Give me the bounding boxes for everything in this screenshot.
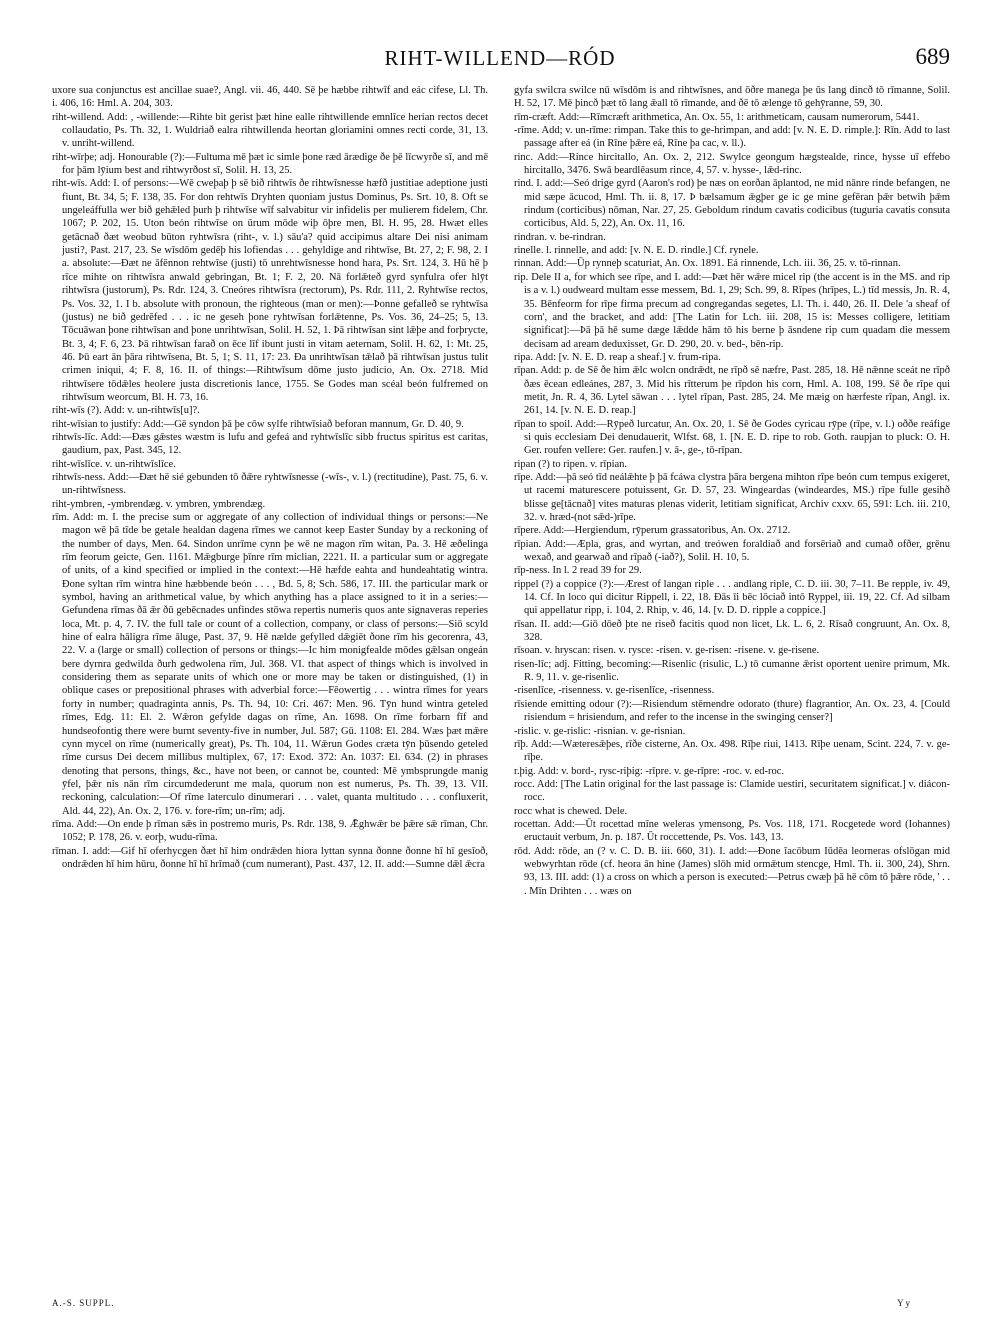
running-title: RIHT-WILLEND—RÓD (384, 46, 616, 70)
page-footer (52, 1298, 950, 1314)
dictionary-entry: rip. Dele II a, for which see rīpe, and I. add:—Þæt hēr wǣre micel rip (the accent is in the MS. and rip is a v. l.) oudweard multam esse messem, Bd. 1, 29; Sch. 99, 8. Rīpes (hrīpes, L.) tīd messis, Jn. R. 4, 35. Bēnfeorm for rīpe firma precum ad congregandas segetes, Ll. Th. i. 440, 26. II. Dele 'a sheaf of corn', and the bracket, and add: [The Latin for Lch. iii. 208, 15 is: Messes colligere, letitiam significat]:—Þā þā hē sume dæge lǣdde hām tō his berne þ āsndene rip cum quadam die messem decisam ad aream deduxisset, Gr. D. 290, 20. v. bed-, bēn-rip. (514, 271, 950, 350)
dictionary-entry: rīp-ness. In l. 2 read 39 for 29. (514, 565, 642, 577)
dictionary-entry: r.þig. Add: v. bord-, rysc-riþig: -rīpre. v. ge-rīpre: -roc. v. ed-roc. (514, 765, 784, 777)
dictionary-entry: -risenlīce, -risenness. v. ge-risenlīce, -risenness. (514, 685, 715, 697)
dictionary-entry: riht-wīs (?). Add: v. un-rihtwīs[u]?. (52, 405, 200, 417)
dictionary-entry: rīpian. Add:—Æpla, gras, and wyrtan, and treówen foraldiað and forsēriað and cumað ofðer, grēnu wexað, and gearwað and rīpað (-iað?), Solil. H. 10, 5. (514, 538, 950, 564)
dictionary-entry: rīm. Add: m. I. the precise sum or aggregate of any collection of individual things or persons:—Ne magon wē þā tīde be getale healdan dagena rīmes we cannot keep Easter Sunday by a reckoning of the number of days, Men. 64. Sindon unrīme cynn þe wē ne magon rīm witan, Pa. 3. Hē æðelinga rīm feorum geicte, Gen. 1161. Mǣgburge þīnre rīm miclian, 2221. II. a particular sum or aggregate of units, of a kind specified or implied in the context:—Hē hæfde eahta and hundeahtatig wintra. Ðone syltan rīm wintra hine hæbbende beón . . . , Bd. 5, 8; Sch. 586, 17. III. the particular mark or symbol, having an arithmetical value, by which anything has a place assigned to it in a series:—Gefundena rīmas ðā ǣr ðū gebēcnades unfindes stōwa repertis numeris quos ante signaveras reperies loca, Mt. p. 4, 7. IV. the full tale or count of a collection, company, or class of persons:—Siō scyld hine of ealra hāligra rīme āluge, Past. 37, 9. Hē nælde gefylled dǣgiēt ðone rīm his gecorenra, 43, 22. V. a (large or small) collection of persons or things:—Ic him monigfealde mōdes gǣlsan ongeán bere dyrnra gedwilda ðurh gedwolena rīm, Jul. 368. VI. that aspect of things which is involved in considering them as separate units of which one or more may be taken or distinguished, (1) in oblique cases or prepositional phrases with adverbial force:—Fēowertig . . . wintra rīmes for years forty in number; quadraginta annis, Ps. Th. 94, 10: Cri. 467: Men. 96. Tȳn hund wintra geteled rīmes, Edg. 11: El. 2. Wǣron gefylde dagas on rīme, An. 1698. On rīme forbarn fīf and hundseofontig there were burnt seventy-five in number, Jul. 587; Gū. 1108: El. 284. Wæs þæt mǣre cynn mycel on rīme (numerically great), Ps. Th. 104, 11. Wǣrun Godes cræta tȳn þūsendo geteled rīme cursus Dei decem millibus multiplex, 67, 17: Exod. 372: An. 1037: El. 634. (2) in phrases denoting that persons, things, &c., have not been, or cannot be, counted: Mē ymbsprungde manig ȳfel, þǣr nis nān rīm circumdederunt me mala, quorum non est numerus, Ps. Th. 39, 13. VII. reckoning, calculation:—Of rīme laterculo dinumerari . . . valet, quanta multitudo . . . confluxerit, Ald. 44, 22), An. Ox. 2, 176. v. fore-rīm; un-rīm; adj. (52, 512, 488, 817)
dictionary-entry: rīpan to spoil. Add:—Rȳpeð lurcatur, An. Ox. 20, 1. Sē ðe Godes cyricau rȳpe (rīpe, v. l.) oððe reáfige si quis ecclesiam Dei denudauerit, Wlfst. 68, 1. [N. E. D. ripe to rob. Goth. raupjan to pluck: O. H. Ger. roufen vellere: Ger. raufen.] v. ā-, ge-, tō-rīpan. (514, 418, 950, 457)
dictionary-entry: rīpere. Add:—Hergiendum, rȳperum grassatoribus, An. Ox. 2712. (514, 525, 791, 537)
signature-mark: A.-S. SUPPL. (52, 1298, 115, 1308)
gathering-mark: Y y (897, 1298, 910, 1308)
dictionary-entry: rinelle. l. rinnelle, and add: [v. N. E. D. rindle.] Cf. rynele. (514, 245, 759, 257)
dictionary-entry: -rīme. Add; v. un-rīme: rimpan. Take this to ge-hrimpan, and add: [v. N. E. D. rimple.]: Rīn. Add to last passage after eá (in Rīne þǣre eá, Rīne þa cac, v. ll.). (514, 125, 950, 150)
dictionary-entry: rihtwīs-ness. Add:—Ðæt hē sié gebunden tō ðǣre ryhtwīsnesse (-wīs-, v. l.) (rectitudine), Past. 75, 6. v. un-rihtwīsness. (52, 471, 488, 497)
dictionary-entry: rīsan. II. add:—Giō dōeð þte ne riseð facitis quod non licet, Lk. L. 6, 2. Rīsað congruunt, An. Ox. 8, 328. (514, 618, 950, 644)
dictionary-entry: rīsiende emitting odour (?):—Risiendum stēmendre odorato (thure) flagrantior, An. Ox. 23, 4. [Could risiendum = hrisiendum, and refer to the incense in the swinging censer?] (514, 698, 950, 724)
dictionary-entry: rindran. v. be-rindran. (514, 231, 606, 243)
dictionary-entry: rīpe. Add:—þā seó tīd neálǣhte þ þā fcáwa clystra þāra bergena mihton rīpe beón cum tempus exigeret, ut racemi maturescere potuissent, Gr. D. 57, 23. Wingeardas (windeardes, MS.) rīpe fulle gesihð blisse ge[tācnað] vites maturas plenas viderit, letitiam significat, Archiv cxxv. 65, 591: Lch. iii. 210, 32. v. hræd-(not sǣd-)rīpe. (514, 471, 950, 523)
dictionary-entry: gyfa swilcra swilce nū wīsdōm is and rihtwīsnes, and ōðre manega þe ūs lang dincð tō rīmanne, Solil. H. 52, 17. Mē þincð þæt tō lang ǣall tō rīmande, and ðē tō ælenge tō gehȳranne, 59, 30. (514, 85, 950, 110)
dictionary-entry: rind. I. add:—Seó drige gyrd (Aaron's rod) þe næs on eorðan āplantod, ne mid nānre rinde befangen, ne mid sæpe ācucod, Hml. Th. ii. 8, 17. Þ bælsamum ǣgþer ge ic ge mine gefēran þǣr betwih þǣm rindum (corticibus) nōman, Nar. 27, 25. Geboldum rindum cavatis codicibus (tuguria cavatis consuta corticibus, Ald. 5, 22), An. Ox. 11, 16. (514, 178, 950, 230)
dictionary-entry: rippel (?) a coppice (?):—Ærest of langan riple . . . andlang riple, C. D. iii. 30, 7–11. Be repple, iv. 49, 14. Cf. In loco qui dicitur Rippell, i. 22, 18. Ðās īi bēc lōciað intō Ryppel, iii. 19, 22. Cf. Ad silbam qui appellatur ripp, i. 104, 2. Rhip, v. 46, 14. [v. D. D. ripple a coppice.] (514, 578, 950, 617)
dictionary-entry: riht-wīsian to justify: Add:—Gē syndon þā þe cōw sylfe rihtwīsiað beforan mannum, Gr. D. 40, 9. (52, 418, 464, 430)
dictionary-entry: rōd. Add: rōde, an (? v. C. D. B. iii. 660, 31). I. add:—Ðone īacōbum Iūdēa leorneras ofslōgan mid webwyrhtan rōde (cf. heora ān hine (James) slōh mid ormǣtum stencge, Hml. Th. ii. 300, 24), Shrn. 93, 13. III. add: (1) a cross on which a person is executed:—Petrus cwæþ þā hē cōm tō þǣre rōde, ' . . . Mīn Drihten . . . wæs on (514, 845, 950, 897)
dictionary-entry: rīman. I. add:—Gif hī oferhycgen ðæt hī him ondrǣden hiora lyttan synna ðonne ðonne hī hī gesīoð, ondrǣden hī him hūru, ðonne hī hī hrīmað (cum numerant), Past. 437, 12. II. add:—Sumne dǣl ǣcra (52, 845, 488, 870)
dictionary-entry: ripa. Add: [v. N. E. D. reap a sheaf.] v. frum-ripa. (514, 351, 721, 363)
dictionary-entry: rinnan. Add:—Ūp rynneþ scaturiat, An. Ox. 1891. Eá rinnende, Lch. iii. 36, 25. v. tō-rinnan. (514, 258, 901, 270)
dictionary-entry: risen-līc; adj. Fitting, becoming:—Risenlic (risulic, L.) tō cumanne ǣrist oportent uenire primum, Mk. R. 9, 11. v. ge-risenlic. (514, 658, 950, 684)
dictionary-columns (52, 84, 950, 1274)
dictionary-entry: rīm-cræft. Add:—Rīmcræft arithmetica, An. Ox. 55, 1: arithmeticam, causam numerorum, 5441. (514, 111, 920, 123)
dictionary-entry: riht-wīrþe; adj. Honourable (?):—Fultuma mē þæt ic simle þone ræd ārædige ðe þē līcwyrðe sī, and mē for þām lȳium best and rihtwyrðost sī, Solil. H. 13, 25. (52, 151, 488, 177)
dictionary-entry: rīpan. Add: p. de Sē ðe him ǣlc wolcn ondrǣdt, ne rīpð sē næfre, Past. 285, 18. Hē nǣnne sceát ne rīpð ðæs ēcean edleánes, 287, 3. Mid his rītterum þe rīpdon his corn, Hml. A. 108, 199. Sē ðe rīpe qui metit, Jn. R. 4, 36. Lytel sāwan . . . lytel rīpan, Past. 285, 24. Me mæig on hærfeste rīpan, Angl. ix. 261, 14. [v. N. E. D. reap.] (514, 365, 950, 417)
page-number: 689 (915, 44, 950, 69)
dictionary-entry: rocettan. Add:—Ūt rocettad mīne weleras ymensong, Ps. Vos. 118, 171. Rocgetede word (Iohannes) eructauit verbum, Jn. p. 187. Ūt roccettende, Ps. Vos. 143, 13. (514, 818, 950, 844)
dictionary-entry: riht-wīs. Add: I. of persons:—Wē cweþaþ þ sē bið rihtwīs ðe rihtwīsnesse hæfð justitiae adeptione justi fiunt, Bt. 34, 5; F. 138, 35. For don rehtwīs Dryhten quoniam justus Dominus, Ps. Srt. 10, 8. Oft se ungeleáffulla wer bið gehǣled þurh þ rihtwīse wīf salvabitur vir infidelis per mulierem fidelem, Chr. 1067; P. 202, 15. Uton beón rihtwīse on ūrum mōde wiþ ōþre men, Bl. H. 95, 28. Hwæt elles getācnað ðæt weobud būton ryhtwīsra (riht-, v. l.) sāu'a? quid accipimus altare Dei nisi animam justi?, Past. 217, 23. Se wīsdōm gedēþ his lofiendas . . . gehyldige and rihtwīse, Bt. 27, 2; F. 98, 2. I a. absolute:—Ðæt ne āfēnnon rehtwīse (justi) tō unrehtwīsnesse hond hara, Ps. Srt. 124, 3. Hū hē þ rīce mihte on rihtwīsra anwald gebringan, Bt. 1; F. 2, 20. Nā forlǣteð gyrd synfulra ofer hlȳt rihtwīsra (justorum), Ps. Rdr. 124, 3. Cneóres rihtwīsra (rectorum), Ps. Rdr. 111, 2. Ryhtwīse rectos, Ps. Vos. 32, 1. I b. absolute with pronoun, the righteous (man or men):—Þonne gefalleð se ryhtwīsa (justus) ne bið gedrēfed . . . ic ne geseh þone ryhtwīsan forlǣtenne, Ps. Vos. 36, 24–25; 5, 13. Tōcuāwan þone rihtwīsan and þone unrihtwīsan, Solil. H. 52, 1. Þā rihtwīsan sint lǣþe and forþrycte, Bt. 3, 4; F. 6, 23. Þā rihtwīsan farað on ēce līf ibunt justi in vitam aeternam, Solil. H. 62, 1: Mt. 25, 46. Þū eart ān þāra rihtwīsena, Bt. 5, 1; S. 11, 17: 23. Ða unrihtwīsan tǣlað þā rihtwīsan justus tulit crimen iniqui, 4; F. 8, 16. II. of things:—Rihtwīsum dōme justo judicio, An. Ox. 2718. Mid rihtwīsere tōdǣles heolere justa discretionis lance, 1755. Se Godes man scéal beón fulfremed on rihtwīsum weorcum, Bl. H. 73, 16. (52, 178, 488, 403)
dictionary-entry: riht-wīslīce. v. un-rihtwīslīce. (52, 458, 176, 470)
dictionary-entry: ripan (?) to ripen. v. rīpian. (514, 458, 628, 470)
dictionary-entry: rīma. Add:—On ende þ rīman sǣs in postremo muris, Ps. Rdr. 138, 9. Ǣghwǣr be þǣre sǣ rīman, Chr. 1052; P. 178, 26. v. eorþ, wudu-rīma. (52, 818, 488, 844)
dictionary-entry: rocc what is chewed. Dele. (514, 805, 628, 817)
dictionary-entry: riht-ymbren, -ymbrendæg. v. ymbren, ymbrendæg. (52, 498, 266, 510)
page-header (50, 46, 950, 74)
right-column (514, 84, 950, 1274)
dictionary-entry: rihtwīs-līc. Add:—Ðæs gǣstes wæstm is lufu and gefeá and ryhtwīslīc sibb fructus spiritus est caritas, gaudium, pax, Past. 345, 12. (52, 431, 488, 457)
dictionary-entry: -rislic. v. ge-rislic: -risnian. v. ge-risnian. (514, 725, 686, 737)
dictionary-entry: rīsoan. v. hryscan: risen. v. rysce: -risen. v. ge-risen: -risene. v. ge-risene. (514, 645, 820, 657)
dictionary-entry: uxore sua conjunctus est ancillae suae?, Angl. vii. 46, 440. Sē þe hæbbe rihtwīf and eác cifese, Ll. Th. i. 406, 16: Hml. A. 204, 303. (52, 85, 488, 110)
dictionary-entry: rinc. Add:—Rince hircitallo, An. Ox. 2, 212. Swylce geongum hægstealde, rince, hysse uī effebo hircitallo, 3476. Swā beardlēasum rince, 4, 57. v. hysse-, lǣd-rinc. (514, 151, 950, 177)
dictionary-entry: riht-willend. Add: , -willende:—Rihte bit gerist þæt hine ealle rihtwillende emnlīce herian rectos decet collaudatio, Ps. Th. 32, 1. Wuldriað ealra rihtwillenda heortan gloriamini omnes recti corde, 31, 13. v. unriht-willend. (52, 111, 488, 150)
left-column (52, 84, 488, 1274)
dictionary-entry: rocc. Add: [The Latin original for the last passage is: Clamide uestiri, securitatem significat.] v. diácon-rocc. (514, 778, 950, 804)
dictionary-entry: rīþ. Add:—Wæteresǣþes, rīðe cisterne, An. Ox. 498. Rīþe riui, 1413. Rīþe uenam, Scint. 224, 7. v. ge-rīþe. (514, 738, 950, 764)
